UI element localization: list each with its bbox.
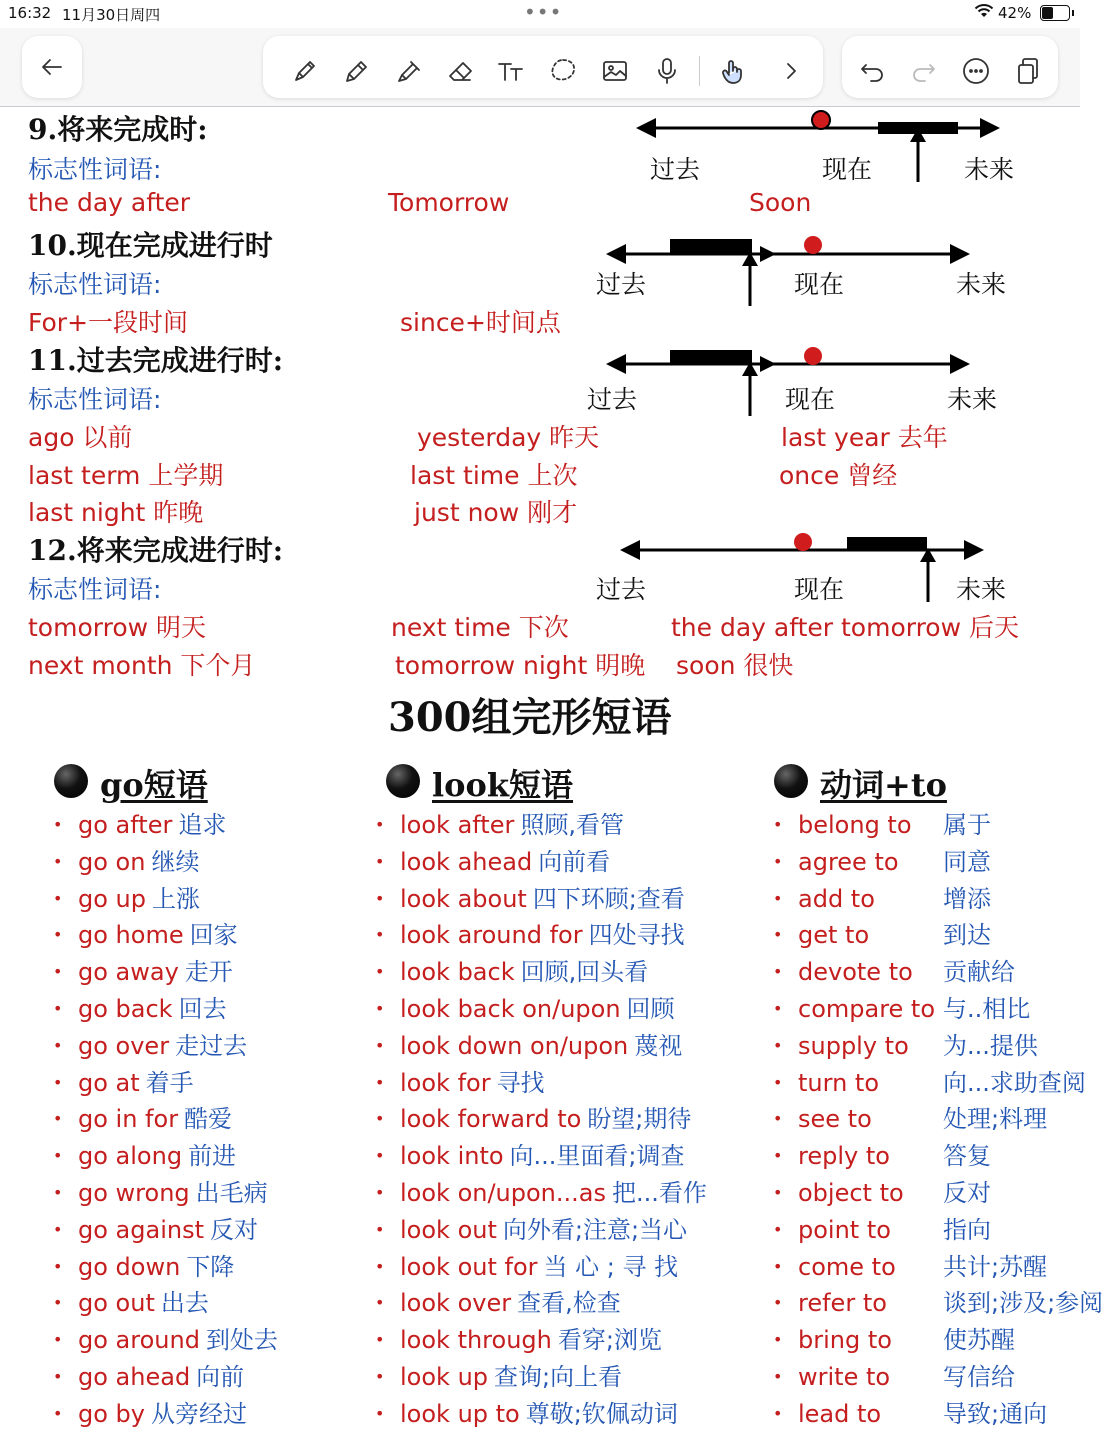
- pen-icon[interactable]: [289, 55, 321, 87]
- section-9-word: Tomorrow: [388, 188, 510, 217]
- phrase-item-look: [400, 1104, 691, 1134]
- phrase-chinese: 同意: [943, 848, 991, 876]
- phrase-item-verb-to: [798, 1104, 1048, 1134]
- phrase-english: look back: [400, 958, 515, 986]
- phrase-english: belong to: [798, 811, 912, 839]
- section-12-word: next month 下个月: [28, 651, 256, 680]
- phrase-chinese: 继续: [151, 848, 200, 876]
- phrase-item-verb-to: [798, 920, 991, 950]
- phrase-english: devote to: [798, 958, 913, 986]
- list-bullet-icon: •: [773, 889, 783, 908]
- column-title-go: go短语: [100, 766, 208, 804]
- phrase-english: go along: [78, 1142, 183, 1170]
- phrase-english: look ahead: [400, 848, 533, 876]
- section-9-timeline-now: 现在: [822, 155, 873, 184]
- more-icon[interactable]: [960, 55, 992, 87]
- list-bullet-icon: •: [53, 1146, 63, 1165]
- status-date: 11月30日周四: [62, 6, 161, 24]
- phrase-item-go: [78, 1362, 244, 1392]
- phrase-english: see to: [798, 1105, 872, 1133]
- section-11-word: last night 昨晚: [28, 498, 204, 527]
- phrases-title: 300组完形短语: [388, 694, 672, 741]
- section-11-word: just now 刚才: [414, 498, 578, 527]
- phrase-item-go: [78, 994, 227, 1024]
- phrase-chinese: 当 心 ; 寻 找: [543, 1253, 679, 1281]
- phrase-chinese: 谈到;涉及;参阅: [943, 1289, 1103, 1317]
- list-bullet-icon: •: [773, 1036, 783, 1055]
- list-bullet-icon: •: [53, 889, 63, 908]
- phrase-item-verb-to: [798, 1325, 1015, 1355]
- undo-icon[interactable]: [856, 55, 888, 87]
- section-12-marker-label: 标志性词语:: [28, 575, 162, 604]
- list-bullet-icon: •: [773, 1293, 783, 1312]
- list-bullet-icon: •: [375, 889, 385, 908]
- eraser-icon[interactable]: [445, 55, 477, 87]
- phrase-item-look: [400, 1031, 682, 1061]
- toolbar-divider: [699, 56, 700, 86]
- phrase-english: look about: [400, 885, 527, 913]
- phrase-item-verb-to: [798, 1362, 1015, 1392]
- phrase-item-verb-to: [798, 1068, 1086, 1098]
- phrase-chinese: 四下环顾;查看: [532, 885, 685, 913]
- list-bullet-icon: •: [53, 1036, 63, 1055]
- list-bullet-icon: •: [375, 1220, 385, 1239]
- section-10-marker-label: 标志性词语:: [28, 270, 162, 299]
- list-bullet-icon: •: [53, 1404, 63, 1423]
- phrase-chinese: 写信给: [943, 1363, 1015, 1391]
- section-12-word: the day after tomorrow 后天: [671, 613, 1019, 642]
- list-bullet-icon: •: [375, 1330, 385, 1349]
- phrase-item-verb-to: [798, 1178, 991, 1208]
- phrase-chinese: 出毛病: [195, 1179, 268, 1207]
- phrase-chinese: 看穿;浏览: [557, 1326, 662, 1354]
- phrase-chinese: 反对: [210, 1216, 258, 1244]
- section-12-heading: 12.将来完成进行时:: [28, 534, 284, 567]
- phrase-chinese: 使苏醒: [943, 1326, 1015, 1354]
- phrase-item-verb-to: [798, 1141, 991, 1171]
- section-9-timeline-past: 过去: [650, 155, 701, 184]
- list-bullet-icon: •: [773, 1220, 783, 1239]
- list-bullet-icon: •: [773, 852, 783, 871]
- status-time: 16:32: [8, 4, 52, 22]
- phrase-item-verb-to: [798, 1252, 1048, 1282]
- phrase-chinese: 盼望;期待: [587, 1105, 692, 1133]
- phrase-item-verb-to: [798, 994, 1031, 1024]
- section-9-heading: 9.将来完成时:: [28, 113, 208, 146]
- phrase-chinese: 共计;苏醒: [943, 1253, 1048, 1281]
- list-bullet-icon: •: [375, 1257, 385, 1276]
- phrase-chinese: 到达: [943, 921, 991, 949]
- phrase-item-verb-to: [798, 957, 1015, 987]
- phrase-chinese: 查看,检查: [517, 1289, 621, 1317]
- list-bullet-icon: •: [375, 852, 385, 871]
- phrase-item-look: [400, 920, 685, 950]
- phrase-english: look back on/upon: [400, 995, 621, 1023]
- phrase-chinese: 向外看;注意;当心: [502, 1216, 688, 1244]
- phrase-chinese: 把...看作: [611, 1179, 707, 1207]
- phrase-english: look out for: [400, 1253, 538, 1281]
- phrase-item-verb-to: [798, 1288, 1103, 1318]
- list-bullet-icon: •: [773, 962, 783, 981]
- phrase-item-go: [78, 884, 200, 914]
- list-bullet-icon: •: [375, 1073, 385, 1092]
- section-9-marker-label: 标志性词语:: [28, 155, 162, 184]
- phrase-chinese: 查询;向上看: [494, 1363, 623, 1391]
- phrase-english: go home: [78, 921, 184, 949]
- phrase-english: object to: [798, 1179, 904, 1207]
- section-10-timeline-past: 过去: [596, 270, 647, 299]
- section-11-timeline-future: 未来: [947, 385, 998, 414]
- section-12-timeline-now: 现在: [794, 575, 845, 604]
- list-bullet-icon: •: [773, 925, 783, 944]
- list-bullet-icon: •: [375, 1293, 385, 1312]
- phrase-chinese: 回去: [178, 995, 227, 1023]
- phrase-english: look up to: [400, 1400, 520, 1428]
- phrase-item-go: [78, 1288, 209, 1318]
- back-button[interactable]: [22, 36, 82, 98]
- section-9-timeline-future: 未来: [964, 155, 1015, 184]
- multitasking-dots-icon[interactable]: •••: [524, 0, 563, 24]
- list-bullet-icon: •: [53, 1293, 63, 1312]
- section-11-word: last term 上学期: [28, 461, 224, 490]
- section-10-timeline-now: 现在: [794, 270, 845, 299]
- phrase-chinese: 与..相比: [943, 995, 1031, 1023]
- list-bullet-icon: •: [375, 1036, 385, 1055]
- phrase-english: look around for: [400, 921, 583, 949]
- section-11-timeline-past: 过去: [587, 385, 638, 414]
- phrase-item-go: [78, 1399, 247, 1429]
- section-9-word: Soon: [749, 188, 812, 217]
- list-bullet-icon: •: [375, 1367, 385, 1386]
- list-bullet-icon: •: [53, 1220, 63, 1239]
- phrase-english: go back: [78, 995, 173, 1023]
- phrase-chinese: 下降: [186, 1253, 235, 1281]
- phrase-item-verb-to: [798, 810, 991, 840]
- phrase-chinese: 向前: [196, 1363, 245, 1391]
- phrase-english: lead to: [798, 1400, 882, 1428]
- list-bullet-icon: •: [53, 1367, 63, 1386]
- phrase-english: go out: [78, 1289, 155, 1317]
- pencil-icon[interactable]: [341, 55, 373, 87]
- section-10-heading: 10.现在完成进行时: [28, 229, 273, 262]
- phrase-item-go: [78, 847, 199, 877]
- phrase-chinese: 从旁经过: [150, 1400, 247, 1428]
- phrase-chinese: 回家: [189, 921, 238, 949]
- actions-toolbar: [842, 36, 1058, 98]
- list-bullet-icon: •: [773, 1330, 783, 1349]
- phrase-english: look over: [400, 1289, 512, 1317]
- wifi-icon: [974, 3, 994, 23]
- phrase-chinese: 回顾,回头看: [520, 958, 649, 986]
- touch-icon[interactable]: [717, 55, 749, 87]
- phrase-english: go by: [78, 1400, 145, 1428]
- phrase-item-go: [78, 1215, 258, 1245]
- phrase-chinese: 出去: [160, 1289, 209, 1317]
- status-bar: [0, 0, 1080, 28]
- phrase-item-look: [400, 810, 624, 840]
- phrase-english: look into: [400, 1142, 504, 1170]
- section-11-heading: 11.过去完成进行时:: [28, 344, 284, 377]
- list-bullet-icon: •: [53, 1257, 63, 1276]
- list-bullet-icon: •: [53, 925, 63, 944]
- phrase-item-go: [78, 1178, 268, 1208]
- phrase-item-look: [400, 1252, 678, 1282]
- section-11-timeline-now: 现在: [785, 385, 836, 414]
- phrase-english: go on: [78, 848, 146, 876]
- list-bullet-icon: •: [773, 1404, 783, 1423]
- section-9-timeline-pointer: [910, 140, 930, 184]
- phrase-chinese: 贡献给: [943, 958, 1015, 986]
- phrase-english: agree to: [798, 848, 899, 876]
- phrase-english: look on/upon...as: [400, 1179, 606, 1207]
- list-bullet-icon: •: [53, 815, 63, 834]
- phrase-item-look: [400, 1399, 678, 1429]
- phrase-english: supply to: [798, 1032, 909, 1060]
- section-10-word: since+时间点: [400, 308, 561, 337]
- phrase-english: turn to: [798, 1069, 879, 1097]
- arrow-left-icon: [36, 51, 68, 83]
- section-10-word: For+一段时间: [28, 308, 189, 337]
- chevron-right-icon[interactable]: [775, 55, 807, 87]
- phrase-item-look: [400, 884, 685, 914]
- phrase-item-go: [78, 920, 238, 950]
- list-bullet-icon: •: [773, 1146, 783, 1165]
- list-bullet-icon: •: [773, 1073, 783, 1092]
- battery-percent: 42%: [998, 4, 1032, 22]
- phrase-chinese: 回顾: [626, 995, 675, 1023]
- phrase-item-go: [78, 957, 233, 987]
- phrase-item-look: [400, 1325, 662, 1355]
- section-9-timeline: [630, 106, 1010, 156]
- phrase-item-go: [78, 1068, 194, 1098]
- phrase-chinese: 属于: [943, 811, 991, 839]
- toolbar-area: [0, 28, 1080, 107]
- list-bullet-icon: •: [53, 1073, 63, 1092]
- phrase-chinese: 着手: [145, 1069, 194, 1097]
- phrase-english: go over: [78, 1032, 170, 1060]
- section-12-word: tomorrow 明天: [28, 613, 207, 642]
- phrase-chinese: 为...提供: [943, 1032, 1038, 1060]
- phrase-item-look: [400, 957, 648, 987]
- section-10-timeline-future: 未来: [956, 270, 1007, 299]
- phrase-chinese: 追求: [178, 811, 227, 839]
- column-title-look: look短语: [432, 766, 574, 804]
- phrase-item-go: [78, 1252, 234, 1282]
- list-bullet-icon: •: [375, 1146, 385, 1165]
- phrase-item-look: [400, 1215, 687, 1245]
- list-bullet-icon: •: [375, 925, 385, 944]
- phrase-item-go: [78, 1325, 278, 1355]
- phrase-chinese: 前进: [188, 1142, 237, 1170]
- list-bullet-icon: •: [53, 999, 63, 1018]
- phrase-chinese: 蔑视: [634, 1032, 683, 1060]
- list-bullet-icon: •: [773, 999, 783, 1018]
- phrase-chinese: 处理;料理: [943, 1105, 1048, 1133]
- lasso-icon[interactable]: [547, 55, 579, 87]
- phrase-item-go: [78, 1141, 236, 1171]
- list-bullet-icon: •: [53, 962, 63, 981]
- phrase-english: go in for: [78, 1105, 179, 1133]
- phrase-item-look: [400, 994, 675, 1024]
- phrase-item-verb-to: [798, 884, 991, 914]
- section-12-word: tomorrow night 明晚: [395, 651, 646, 680]
- phrase-item-verb-to: [798, 847, 991, 877]
- list-bullet-icon: •: [773, 815, 783, 834]
- section-12-timeline-future: 未来: [956, 575, 1007, 604]
- phrase-english: write to: [798, 1363, 891, 1391]
- phrase-english: look out: [400, 1216, 497, 1244]
- phrase-english: reply to: [798, 1142, 890, 1170]
- phrase-english: go away: [78, 958, 179, 986]
- phrase-chinese: 尊敬;钦佩动词: [525, 1400, 678, 1428]
- phrase-english: point to: [798, 1216, 891, 1244]
- phrase-item-look: [400, 1141, 685, 1171]
- phrase-chinese: 指向: [943, 1216, 991, 1244]
- section-11-marker-label: 标志性词语:: [28, 385, 162, 414]
- phrase-item-look: [400, 1068, 545, 1098]
- phrase-item-go: [78, 1031, 247, 1061]
- phrase-chinese: 寻找: [496, 1069, 545, 1097]
- battery-icon: [1040, 5, 1070, 21]
- list-bullet-icon: •: [375, 815, 385, 834]
- phrase-english: go wrong: [78, 1179, 190, 1207]
- phrase-chinese: 照顾,看管: [520, 811, 624, 839]
- list-bullet-icon: •: [773, 1367, 783, 1386]
- bullet-circle-icon: [54, 764, 88, 798]
- image-icon[interactable]: [599, 55, 631, 87]
- list-bullet-icon: •: [375, 1404, 385, 1423]
- section-10-timeline: [600, 234, 980, 310]
- phrase-english: look forward to: [400, 1105, 582, 1133]
- phrase-english: refer to: [798, 1289, 887, 1317]
- phrase-chinese: 向...里面看;调查: [509, 1142, 685, 1170]
- list-bullet-icon: •: [53, 852, 63, 871]
- phrase-chinese: 增添: [943, 885, 991, 913]
- phrase-item-look: [400, 1362, 622, 1392]
- phrase-english: go at: [78, 1069, 140, 1097]
- list-bullet-icon: •: [53, 1183, 63, 1202]
- phrase-english: add to: [798, 885, 875, 913]
- phrase-english: compare to: [798, 995, 936, 1023]
- phrase-item-verb-to: [798, 1215, 991, 1245]
- phrase-english: go down: [78, 1253, 181, 1281]
- list-bullet-icon: •: [773, 1109, 783, 1128]
- list-bullet-icon: •: [773, 1257, 783, 1276]
- phrase-item-look: [400, 847, 610, 877]
- phrase-chinese: 反对: [943, 1179, 991, 1207]
- phrase-chinese: 上涨: [152, 885, 200, 913]
- bullet-circle-icon: [774, 764, 808, 798]
- list-bullet-icon: •: [53, 1109, 63, 1128]
- list-bullet-icon: •: [53, 1330, 63, 1349]
- section-12-word: soon 很快: [676, 651, 794, 680]
- section-11-word: ago 以前: [28, 423, 133, 452]
- phrase-english: look up: [400, 1363, 489, 1391]
- phrase-item-look: [400, 1178, 707, 1208]
- phrase-english: bring to: [798, 1326, 892, 1354]
- bullet-circle-icon: [386, 764, 420, 798]
- phrase-item-go: [78, 810, 226, 840]
- tools-toolbar: [263, 36, 823, 98]
- phrase-english: look for: [400, 1069, 491, 1097]
- list-bullet-icon: •: [375, 999, 385, 1018]
- phrase-item-verb-to: [798, 1031, 1038, 1061]
- phrase-chinese: 向前看: [538, 848, 611, 876]
- phrase-english: look through: [400, 1326, 552, 1354]
- list-bullet-icon: •: [375, 1109, 385, 1128]
- phrase-english: go up: [78, 885, 146, 913]
- section-11-word: last time 上次: [410, 461, 578, 490]
- phrase-english: get to: [798, 921, 870, 949]
- phrase-item-look: [400, 1288, 621, 1318]
- phrase-english: look after: [400, 811, 515, 839]
- text-icon[interactable]: [495, 55, 527, 87]
- phrase-chinese: 向...求助查阅: [943, 1069, 1086, 1097]
- phrase-chinese: 走开: [184, 958, 233, 986]
- microphone-icon[interactable]: [651, 55, 683, 87]
- phrase-chinese: 答复: [943, 1142, 991, 1170]
- phrase-english: look down on/upon: [400, 1032, 629, 1060]
- phrase-chinese: 导致;通向: [943, 1400, 1048, 1428]
- pages-icon[interactable]: [1012, 55, 1044, 87]
- section-11-word: last year 去年: [781, 423, 948, 452]
- phrase-chinese: 走过去: [175, 1032, 248, 1060]
- phrase-english: go after: [78, 811, 173, 839]
- column-title-verb-to: 动词+to: [820, 766, 947, 804]
- marker-icon[interactable]: [393, 55, 425, 87]
- section-12-timeline-past: 过去: [596, 575, 647, 604]
- list-bullet-icon: •: [375, 1183, 385, 1202]
- phrase-english: go around: [78, 1326, 200, 1354]
- section-12-word: next time 下次: [391, 613, 569, 642]
- phrase-english: go ahead: [78, 1363, 191, 1391]
- phrase-item-go: [78, 1104, 232, 1134]
- phrase-chinese: 到处去: [205, 1326, 278, 1354]
- phrase-item-verb-to: [798, 1399, 1048, 1429]
- section-11-word: once 曾经: [779, 461, 898, 490]
- list-bullet-icon: •: [375, 962, 385, 981]
- phrase-chinese: 酷爱: [184, 1105, 233, 1133]
- section-9-word: the day after: [28, 188, 191, 217]
- list-bullet-icon: •: [773, 1183, 783, 1202]
- section-11-word: yesterday 昨天: [417, 423, 600, 452]
- phrase-chinese: 四处寻找: [588, 921, 685, 949]
- phrase-english: come to: [798, 1253, 896, 1281]
- redo-icon[interactable]: [908, 55, 940, 87]
- phrase-english: go against: [78, 1216, 204, 1244]
